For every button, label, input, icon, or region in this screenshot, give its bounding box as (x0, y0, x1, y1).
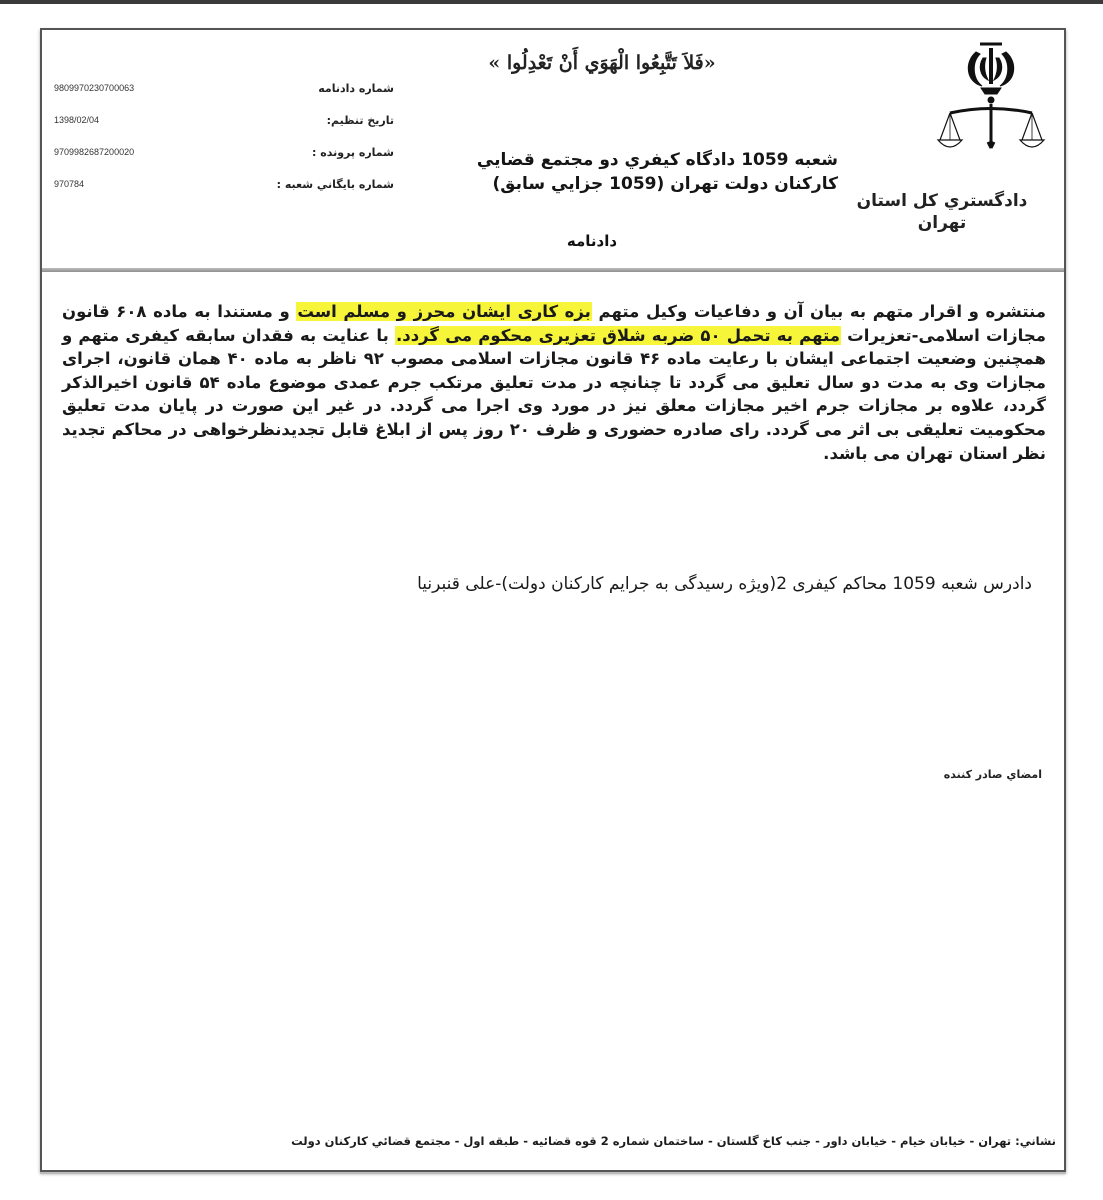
court-verdict-document (40, 28, 1066, 1172)
judge-line: دادرس شعبه 1059 محاکم کیفری 2(ویژه رسیدگی به جرایم کارکنان دولت)-علی قنبرنیا (417, 574, 1032, 594)
court-line-2: كاركنان دولت تهران (1059 جزايي سابق) (492, 174, 838, 194)
meta-row-case-number (54, 146, 394, 178)
organization-name (842, 190, 1042, 234)
document-title: دادنامه (566, 232, 618, 250)
meta-value: 1398/02/04 (54, 115, 100, 125)
meta-label: تاريخ تنظيم: (326, 114, 394, 127)
meta-value: 970784 (54, 179, 85, 189)
body-text-segment: منتشره و اقرار متهم به بیان آن و دفاعیات وکیل متهم (591, 302, 1047, 321)
signature-label: امضاي صادر كننده (943, 768, 1042, 781)
top-border (0, 0, 1103, 4)
highlighted-text: بزه کاری ایشان محرز و مسلم است (297, 302, 591, 321)
judiciary-emblem-icon (936, 38, 1046, 158)
body-text-segment: با عنایت به فقدان سابقه کیفری متهم و همچنین وضعیت اجتماعی ایشان با رعایت ماده ۴۶ قانون مجازات اسلامی مصوب ۹۲ ناظر به ماده ۴۰ همان قانون، اجرای مجازات وی به مدت دو سال تعلیق می گردد تا چنانچه در مدت تعلیق مرتکب جرم عمدی موضوع ماده ۵۴ قانون اخیرالذکر گردد، علاوه بر مجازات جرم اخیر مجازات معلق نیز در مورد وی اجرا می گردد. در غیر این صورت در پایان مدت تعلیق محکومیت تعلیقی بی اثر می گردد. رای صادره حضوری و ظرف ۲۰ روز پس از ابلاغ قابل تجدیدنظرخواهی در محاکم تجدید نظر استان تهران می باشد. (62, 325, 1047, 463)
meta-value: 9809970230700063 (54, 83, 135, 93)
meta-row-verdict-number (54, 82, 394, 114)
document-metadata (54, 82, 394, 210)
meta-label: شماره بايگاني شعبه : (276, 178, 394, 191)
meta-value: 9709982687200020 (54, 147, 135, 157)
frame-shadow (40, 1172, 1066, 1174)
court-branch-title (398, 148, 838, 196)
highlighted-text: متهم به تحمل ۵۰ ضربه شلاق تعزیری محکوم می گردد. (395, 325, 840, 345)
meta-label: شماره دادنامه (318, 82, 394, 95)
organization-line-2: تهران (917, 213, 967, 233)
meta-row-date (54, 114, 394, 146)
court-line-1: شعبه 1059 دادگاه كيفري دو مجتمع قضايي (476, 150, 838, 170)
meta-row-archive-number (54, 178, 394, 210)
body-text-segment: و مستندا به ماده ۶۰۸ قانون مجازات اسلامی-تعزیرات (62, 302, 1046, 345)
organization-line-1: دادگستري كل استان (856, 191, 1028, 211)
address-footer: نشاني: تهران - خيابان خيام - خيابان داور - جنب كاخ گلستان - ساختمان شماره 2 قوه قضائيه - طبقه اول - مجتمع قضائي كاركنان دولت (291, 1134, 1056, 1148)
verdict-body (62, 300, 1046, 465)
meta-label: شماره پرونده : (312, 146, 394, 159)
header-verse: «فَلاَ تَتَّبِعُوا الْهَوَي أَنْ تَعْدِلُوا » (488, 52, 716, 74)
header-divider (42, 268, 1064, 272)
